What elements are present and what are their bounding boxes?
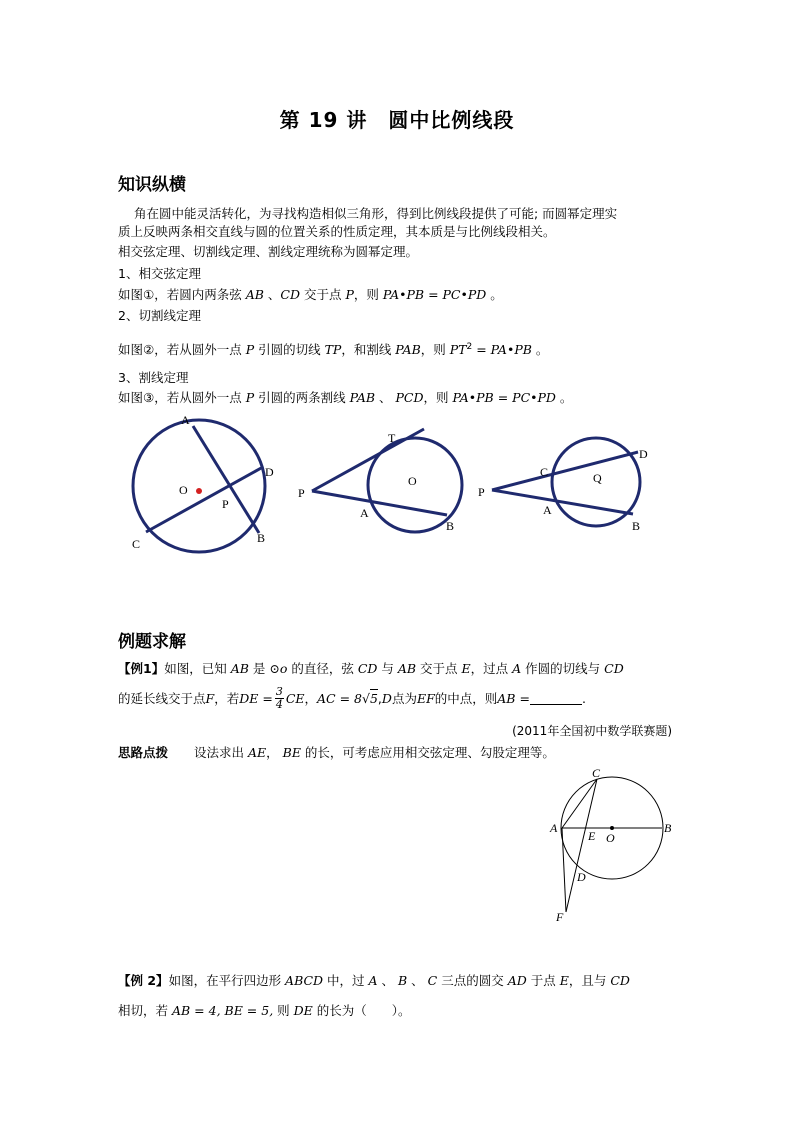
fig4-label-a: A <box>550 821 558 835</box>
fig2-label-o: O <box>408 474 417 488</box>
fig1-label-p: P <box>222 497 229 511</box>
fig4-label-c: C <box>592 766 601 780</box>
fig3-label-q: Q <box>593 471 602 485</box>
page-title: 第 19 讲 圆中比例线段 <box>279 108 515 132</box>
fig4-label-b: B <box>664 821 672 835</box>
fig4-label-o: O <box>606 831 615 845</box>
sqrt-symbol: √ <box>362 690 370 706</box>
fig1-label-a: A <box>181 413 190 427</box>
theorem-1-statement: 如图①，若圆内两条弦 AB 、CD 交于点 P，则 PA•PB = PC•PD 。 <box>118 287 503 302</box>
answer-blank[interactable] <box>530 692 582 705</box>
fig1-center-dot <box>196 488 202 494</box>
fig1-chord-cd <box>146 467 263 532</box>
fig4-label-f: F <box>556 910 564 924</box>
example-1-line-2: 的延长线交于点 F ，若 DE = $\frac{3}{4}$ CE ， AC = 8 √ 5 , D 点为 EF 的中点，则 AB = . <box>118 685 586 711</box>
figure-example-1 <box>530 760 700 930</box>
fig1-label-c: C <box>132 537 141 551</box>
fig1-label-b: B <box>257 531 266 545</box>
fig4-label-d: D <box>577 870 586 884</box>
fig3-secant-pcd <box>492 452 638 490</box>
fig3-label-d: D <box>639 447 648 461</box>
section-heading-examples: 例题求解 <box>118 632 186 652</box>
figure-2-tangent-secant <box>298 429 462 533</box>
fig2-label-t: T <box>388 431 396 445</box>
fig3-label-p: P <box>478 485 485 499</box>
fig2-secant-pab <box>312 491 447 515</box>
example-1-line-1: 【例1】如图，已知 AB 是 ⊙o 的直径，弦 CD 与 AB 交于点 E，过点 A 作圆的切线与 CD <box>118 661 624 676</box>
theorem-1-title: 1、相交弦定理 <box>118 266 201 281</box>
figure-3-two-secants <box>478 438 648 533</box>
intro-line-1: 角在圆中能灵活转化，为寻找构造相似三角形，得到比例线段提供了可能; 而圆幂定理实 <box>134 206 618 221</box>
hint-line: 思路点拨 设法求出 AE， BE 的长，可考虑应用相交弦定理、勾股定理等。 <box>118 745 555 760</box>
fraction-three-quarters: $\frac{3}{4}$ <box>275 685 283 711</box>
fig3-label-a: A <box>543 503 552 517</box>
fig2-label-b: B <box>446 519 455 533</box>
theorem-3-title: 3、割线定理 <box>118 370 189 385</box>
fig1-label-o: O <box>179 483 188 497</box>
example-2-line-1: 【例 2】如图，在平行四边形 ABCD 中，过 A 、 B 、 C 三点的圆交 AD 于点 E，且与 CD <box>118 973 630 988</box>
section-heading-knowledge: 知识纵横 <box>118 175 186 195</box>
fig2-label-a: A <box>360 506 369 520</box>
fig3-label-b: B <box>632 519 641 533</box>
example-2-line-2: 相切，若 AB = 4, BE = 5, 则 DE 的长为（ ）。 <box>118 1003 411 1018</box>
fig4-label-e: E <box>588 829 596 843</box>
fig4-tangent-af <box>562 828 566 912</box>
fig1-label-d: D <box>265 465 274 479</box>
theorem-2-statement: 如图②，若从圆外一点 P 引圆的切线 TP，和割线 PAB，则 $PT^2$ = PA•PB 。 <box>118 342 549 358</box>
figure-1-intersecting-chords <box>132 413 274 552</box>
theorem-3-statement: 如图③，若从圆外一点 P 引圆的两条割线 PAB 、 PCD，则 PA•PB = PC•PD 。 <box>118 390 573 405</box>
example-1-source: (2011年全国初中数学联赛题) <box>512 724 672 738</box>
fig3-label-c: C <box>540 465 549 479</box>
fig2-label-p: P <box>298 486 305 500</box>
intro-line-3: 相交弦定理、切割线定理、割线定理统称为圆幂定理。 <box>118 244 419 259</box>
fig4-center-dot <box>610 826 614 830</box>
fig1-circle <box>133 420 265 552</box>
theorem-2-title: 2、切割线定理 <box>118 308 201 323</box>
intro-line-2: 质上反映两条相交直线与圆的位置关系的性质定理，其本质是与比例线段相关。 <box>118 224 556 239</box>
